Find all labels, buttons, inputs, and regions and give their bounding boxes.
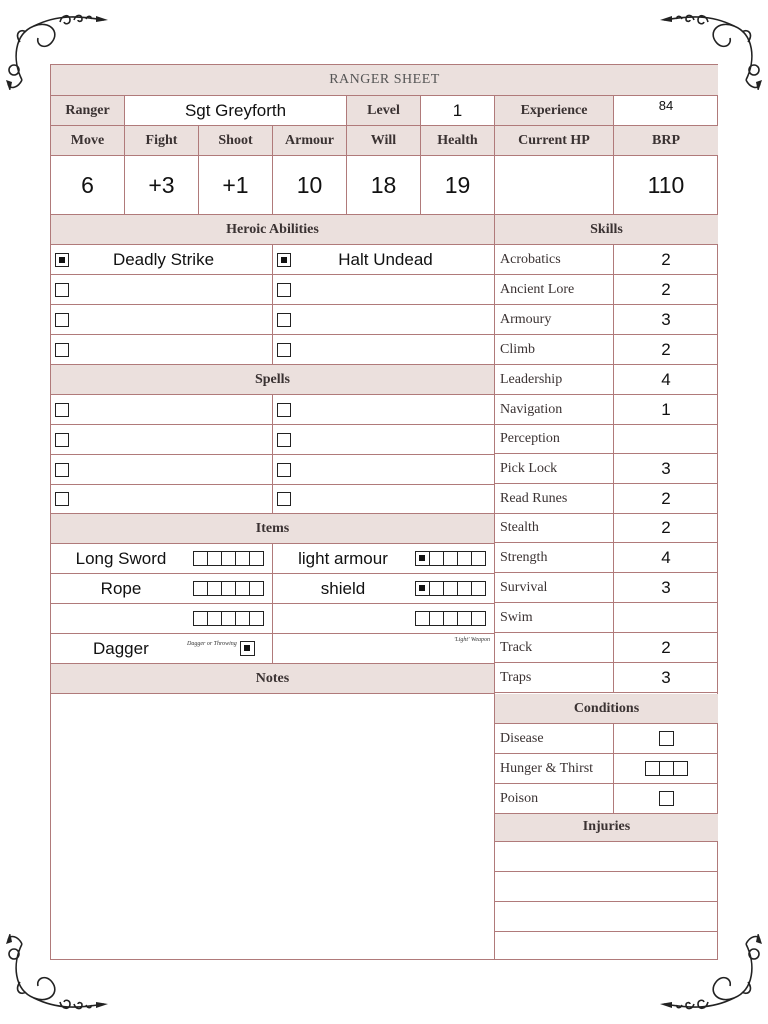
skill-value[interactable]: 2: [614, 633, 718, 663]
stat-value[interactable]: 6: [51, 156, 125, 215]
checkbox-icon[interactable]: [55, 433, 69, 447]
item-uses-boxes: [193, 551, 264, 566]
item-uses-boxes: [415, 611, 486, 626]
checkbox-icon[interactable]: [55, 313, 69, 327]
stat-label: Will: [347, 126, 421, 156]
skill-value[interactable]: 3: [614, 454, 718, 484]
skill-value[interactable]: [614, 424, 718, 454]
spell-row: [273, 395, 495, 425]
stat-value[interactable]: 19: [421, 156, 495, 215]
item-row: [51, 604, 273, 634]
heroic-ability-row: [51, 245, 273, 275]
checkbox-icon[interactable]: [207, 611, 222, 626]
notes-header: Notes: [51, 664, 495, 694]
skill-value[interactable]: 2: [614, 484, 718, 514]
skill-name: Perception: [495, 424, 614, 454]
skill-name: Acrobatics: [495, 245, 614, 275]
injury-row[interactable]: [495, 902, 718, 932]
stat-label: Armour: [273, 126, 347, 156]
dagger-cell: [51, 634, 273, 664]
stat-value[interactable]: 110: [614, 156, 718, 215]
item-uses-boxes: [193, 611, 264, 626]
item-row: [51, 544, 273, 574]
checkbox-icon[interactable]: [277, 403, 291, 417]
checkbox-icon[interactable]: [193, 551, 208, 566]
skill-value[interactable]: 2: [614, 513, 718, 543]
injury-row[interactable]: [495, 872, 718, 902]
checkbox-icon[interactable]: [443, 551, 458, 566]
skill-value[interactable]: 2: [614, 245, 718, 275]
skill-name: Ancient Lore: [495, 275, 614, 305]
notes-area[interactable]: [51, 694, 495, 960]
condition-boxes: [614, 724, 718, 754]
heroic-ability-row: [273, 335, 495, 365]
condition-name: Hunger & Thirst: [495, 754, 614, 784]
spell-row: [273, 455, 495, 485]
experience-field[interactable]: 84: [614, 96, 718, 126]
stat-label: Fight: [125, 126, 199, 156]
checkbox-icon[interactable]: [415, 551, 430, 566]
checkbox-icon[interactable]: [277, 463, 291, 477]
checkbox-icon[interactable]: [55, 343, 69, 357]
checkbox-icon[interactable]: [277, 433, 291, 447]
stat-label: Move: [51, 126, 125, 156]
skill-value[interactable]: 2: [614, 335, 718, 365]
checkbox-icon[interactable]: [221, 611, 236, 626]
condition-checkbox-row: [659, 731, 674, 746]
stat-value[interactable]: 10: [273, 156, 347, 215]
skill-name: Swim: [495, 603, 614, 633]
checkbox-icon[interactable]: [443, 581, 458, 596]
conditions-header: Conditions: [495, 694, 718, 724]
item-name[interactable]: Rope: [100, 578, 142, 598]
stat-label: Current HP: [495, 126, 614, 156]
stat-value[interactable]: +1: [199, 156, 273, 215]
checkbox-icon[interactable]: [235, 581, 250, 596]
spell-row: [51, 425, 273, 455]
checkbox-icon[interactable]: [249, 611, 264, 626]
condition-name: Disease: [495, 724, 614, 754]
skill-name: Survival: [495, 573, 614, 603]
skill-name: Pick Lock: [495, 454, 614, 484]
checkbox-icon[interactable]: [471, 611, 486, 626]
checkbox-icon[interactable]: [457, 581, 472, 596]
checkbox-icon[interactable]: [659, 791, 674, 806]
condition-checkbox-row: [659, 791, 674, 806]
skill-value[interactable]: 3: [614, 305, 718, 335]
heroic-ability-row: [273, 245, 495, 275]
dagger-note: Dagger or Throwing: [187, 640, 237, 647]
item-uses-boxes: [193, 581, 264, 596]
skill-value[interactable]: 3: [614, 663, 718, 693]
checkbox-icon[interactable]: [443, 611, 458, 626]
checkbox-icon[interactable]: [55, 463, 69, 477]
item-name[interactable]: Long Sword: [75, 548, 167, 568]
skill-name: Leadership: [495, 365, 614, 395]
checkbox-icon[interactable]: [55, 253, 69, 267]
skill-name: Navigation: [495, 395, 614, 425]
checkbox-icon[interactable]: [471, 581, 486, 596]
heroic-ability-row: [273, 305, 495, 335]
checkbox-icon[interactable]: [207, 551, 222, 566]
spell-row: [273, 485, 495, 514]
injuries-header: Injuries: [495, 813, 718, 842]
item-name[interactable]: shield: [320, 578, 366, 598]
spell-row: [51, 485, 273, 514]
skill-value[interactable]: 4: [614, 365, 718, 395]
spell-row: [51, 395, 273, 425]
checkbox-icon[interactable]: [55, 283, 69, 297]
checkbox-icon[interactable]: [659, 731, 674, 746]
stat-label: Shoot: [199, 126, 273, 156]
ranger-sheet: [50, 64, 718, 960]
heroic-ability-row: [51, 305, 273, 335]
checkbox-icon[interactable]: [277, 492, 291, 506]
checkbox-icon[interactable]: [193, 581, 208, 596]
skills-header: Skills: [495, 215, 718, 245]
skill-name: Traps: [495, 663, 614, 693]
checkbox-icon[interactable]: [235, 551, 250, 566]
checkbox-icon[interactable]: [277, 253, 291, 267]
skill-name: Armoury: [495, 305, 614, 335]
checkbox-icon[interactable]: [429, 551, 444, 566]
condition-checkbox-row: [645, 761, 688, 776]
skill-value[interactable]: [614, 603, 718, 633]
checkbox-icon[interactable]: [429, 581, 444, 596]
item-name[interactable]: light armour: [298, 548, 388, 568]
skill-name: Climb: [495, 335, 614, 365]
checkbox-icon[interactable]: [235, 611, 250, 626]
checkbox-icon[interactable]: [429, 611, 444, 626]
sheet-title: RANGER SHEET: [51, 65, 718, 96]
condition-boxes: [614, 784, 718, 814]
condition-boxes: [614, 754, 718, 784]
light-weapon-note: 'Light' Weapon: [454, 637, 490, 643]
checkbox-icon[interactable]: [207, 581, 222, 596]
items-header: Items: [51, 514, 495, 544]
skill-name: Stealth: [495, 513, 614, 543]
item-row: [273, 604, 495, 634]
spell-row: [51, 455, 273, 485]
stat-label: BRP: [614, 126, 718, 156]
skill-name: Track: [495, 633, 614, 663]
ranger-name-field[interactable]: Sgt Greyforth: [125, 96, 347, 126]
heroic-ability-row: [51, 275, 273, 305]
skill-value[interactable]: 1: [614, 395, 718, 425]
checkbox-icon[interactable]: [249, 581, 264, 596]
stat-value[interactable]: +3: [125, 156, 199, 215]
checkbox-icon[interactable]: [249, 551, 264, 566]
level-label: Level: [347, 96, 421, 126]
checkbox-icon[interactable]: [673, 761, 688, 776]
checkbox-icon[interactable]: [415, 581, 430, 596]
item-row: [273, 574, 495, 604]
checkbox-icon[interactable]: [277, 283, 291, 297]
skill-value[interactable]: 3: [614, 573, 718, 603]
skill-value[interactable]: 4: [614, 543, 718, 573]
skill-value[interactable]: 2: [614, 275, 718, 305]
checkbox-icon[interactable]: [221, 551, 236, 566]
checkbox-icon[interactable]: [221, 581, 236, 596]
dagger-label: Dagger: [93, 638, 149, 658]
heroic-ability-row: [273, 275, 495, 305]
checkbox-icon[interactable]: [471, 551, 486, 566]
checkbox-icon[interactable]: [193, 611, 208, 626]
level-field[interactable]: 1: [421, 96, 495, 126]
stat-label: Health: [421, 126, 495, 156]
spell-row: [273, 425, 495, 455]
checkbox-icon[interactable]: [457, 551, 472, 566]
skill-name: Read Runes: [495, 484, 614, 514]
light-weapon-cell: [273, 634, 495, 664]
item-row: [273, 544, 495, 574]
item-uses-boxes: [415, 581, 486, 596]
item-row: [51, 574, 273, 604]
checkbox-icon[interactable]: [659, 761, 674, 776]
item-uses-boxes: [415, 551, 486, 566]
heroic-ability-name[interactable]: Halt Undead: [338, 249, 433, 269]
dagger-checkbox-icon[interactable]: [240, 641, 255, 656]
injury-row[interactable]: [495, 932, 718, 960]
stat-value[interactable]: 18: [347, 156, 421, 215]
checkbox-icon[interactable]: [277, 343, 291, 357]
checkbox-icon[interactable]: [55, 492, 69, 506]
checkbox-icon[interactable]: [645, 761, 660, 776]
checkbox-icon[interactable]: [415, 611, 430, 626]
ranger-label: Ranger: [51, 96, 125, 126]
checkbox-icon[interactable]: [277, 313, 291, 327]
heroic-ability-row: [51, 335, 273, 365]
condition-name: Poison: [495, 784, 614, 814]
heroic-ability-name[interactable]: Deadly Strike: [112, 249, 215, 269]
checkbox-icon[interactable]: [55, 403, 69, 417]
injury-row[interactable]: [495, 842, 718, 872]
heroic-abilities-header: Heroic Abilities: [51, 215, 495, 245]
spells-header: Spells: [51, 365, 495, 395]
stat-value[interactable]: [495, 156, 614, 215]
experience-label: Experience: [495, 96, 614, 126]
checkbox-icon[interactable]: [457, 611, 472, 626]
skill-name: Strength: [495, 543, 614, 573]
